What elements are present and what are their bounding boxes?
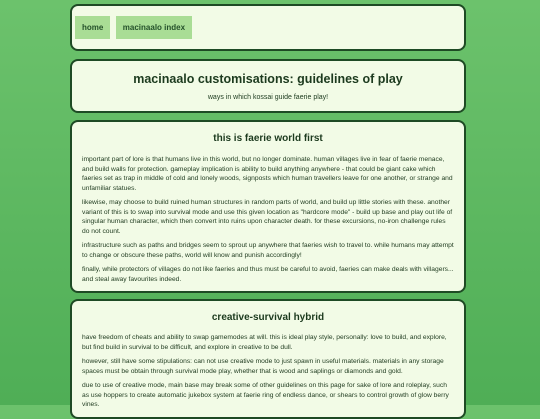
section-paragraph: infrastructure such as paths and bridges seem to sprout up anywhere that faeries wish to travel to. while humans may attempt to change or obscure these paths, world will know and punish accordingly! <box>82 242 454 259</box>
section-title: creative-survival hybrid <box>211 312 325 323</box>
section-faerie-world-first <box>70 120 466 293</box>
section-paragraph: have freedom of cheats and ability to swap gamemodes at will. this is ideal play style, personally: love to build, and explore, but find build in survival to be difficult, and explore in creative to be dull. <box>82 334 447 351</box>
section-paragraph: important part of lore is that humans live in this world, but no longer dominate. human villages live in fear of faerie menace, and build walls for protection. gameplay implication is ability to build anything anywhere - that could be giant cake which faeries set as trap in middle of cold and lonely woods, signposts which human travellers leave for one another, or strange and unfamiliar statues. <box>82 156 453 192</box>
nav-bar <box>70 4 466 51</box>
section-paragraph: due to use of creative mode, main base may break some of other guidelines on this page for sake of lore and roleplay, such as use hoppers to create automatic jukebox system at faerie ring of endless dance, or shears to control growth of glow berry vines. <box>82 382 449 408</box>
nav-link-macinaalo-index[interactable]: macinaalo index <box>116 16 192 39</box>
page-subtitle: ways in which kossai guide faerie play! <box>207 94 329 101</box>
section-creative-survival-hybrid <box>70 299 466 419</box>
section-paragraph: however, still have some stipulations: can not use creative mode to just spawn in useful materials. materials in any storage spaces must be obtain through survival mode play, whether that is wood and saplings or diamonds and gold. <box>82 358 444 375</box>
section-title: this is faerie world first <box>213 133 323 144</box>
section-paragraph: finally, while protectors of villages do not like faeries and thus must be careful to avoid, faeries can make deals with villagers... and steal away favourites indeed. <box>82 266 454 283</box>
page-title: macinaalo customisations: guidelines of play <box>133 72 403 86</box>
header-card <box>70 59 466 113</box>
section-paragraph: likewise, may choose to build ruined human structures in random parts of world, and build up little stories with these. another variant of this is to swap into survival mode and use this given location as "hardcore mode" - build up base and play out life of singular human character, which then convert into ruins upon character death. for these excursions, no-iron challenge rules do not count. <box>82 199 453 235</box>
nav-link-home[interactable]: home <box>75 16 110 39</box>
